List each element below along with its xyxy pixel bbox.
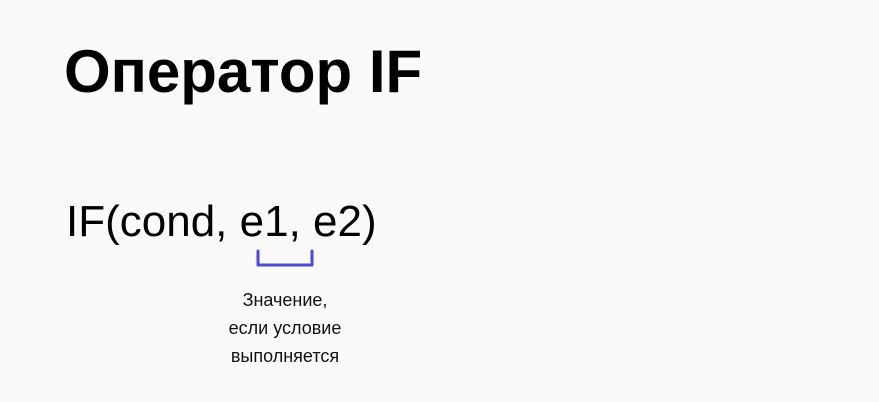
formula-prefix: IF(cond, [66,197,240,246]
annotation-line-1: Значение, [242,290,328,310]
underbrace-path [258,251,312,265]
if-formula [66,194,377,250]
formula-suffix: , e2) [288,197,377,246]
underbrace-bracket [256,249,314,269]
annotation-line-3: выполняется [230,346,340,366]
formula-highlight-e1: e1 [239,197,289,246]
annotation-line-2: если условие [228,318,342,338]
annotation-text [200,286,370,370]
slide-title: Оператор IF [64,38,423,105]
